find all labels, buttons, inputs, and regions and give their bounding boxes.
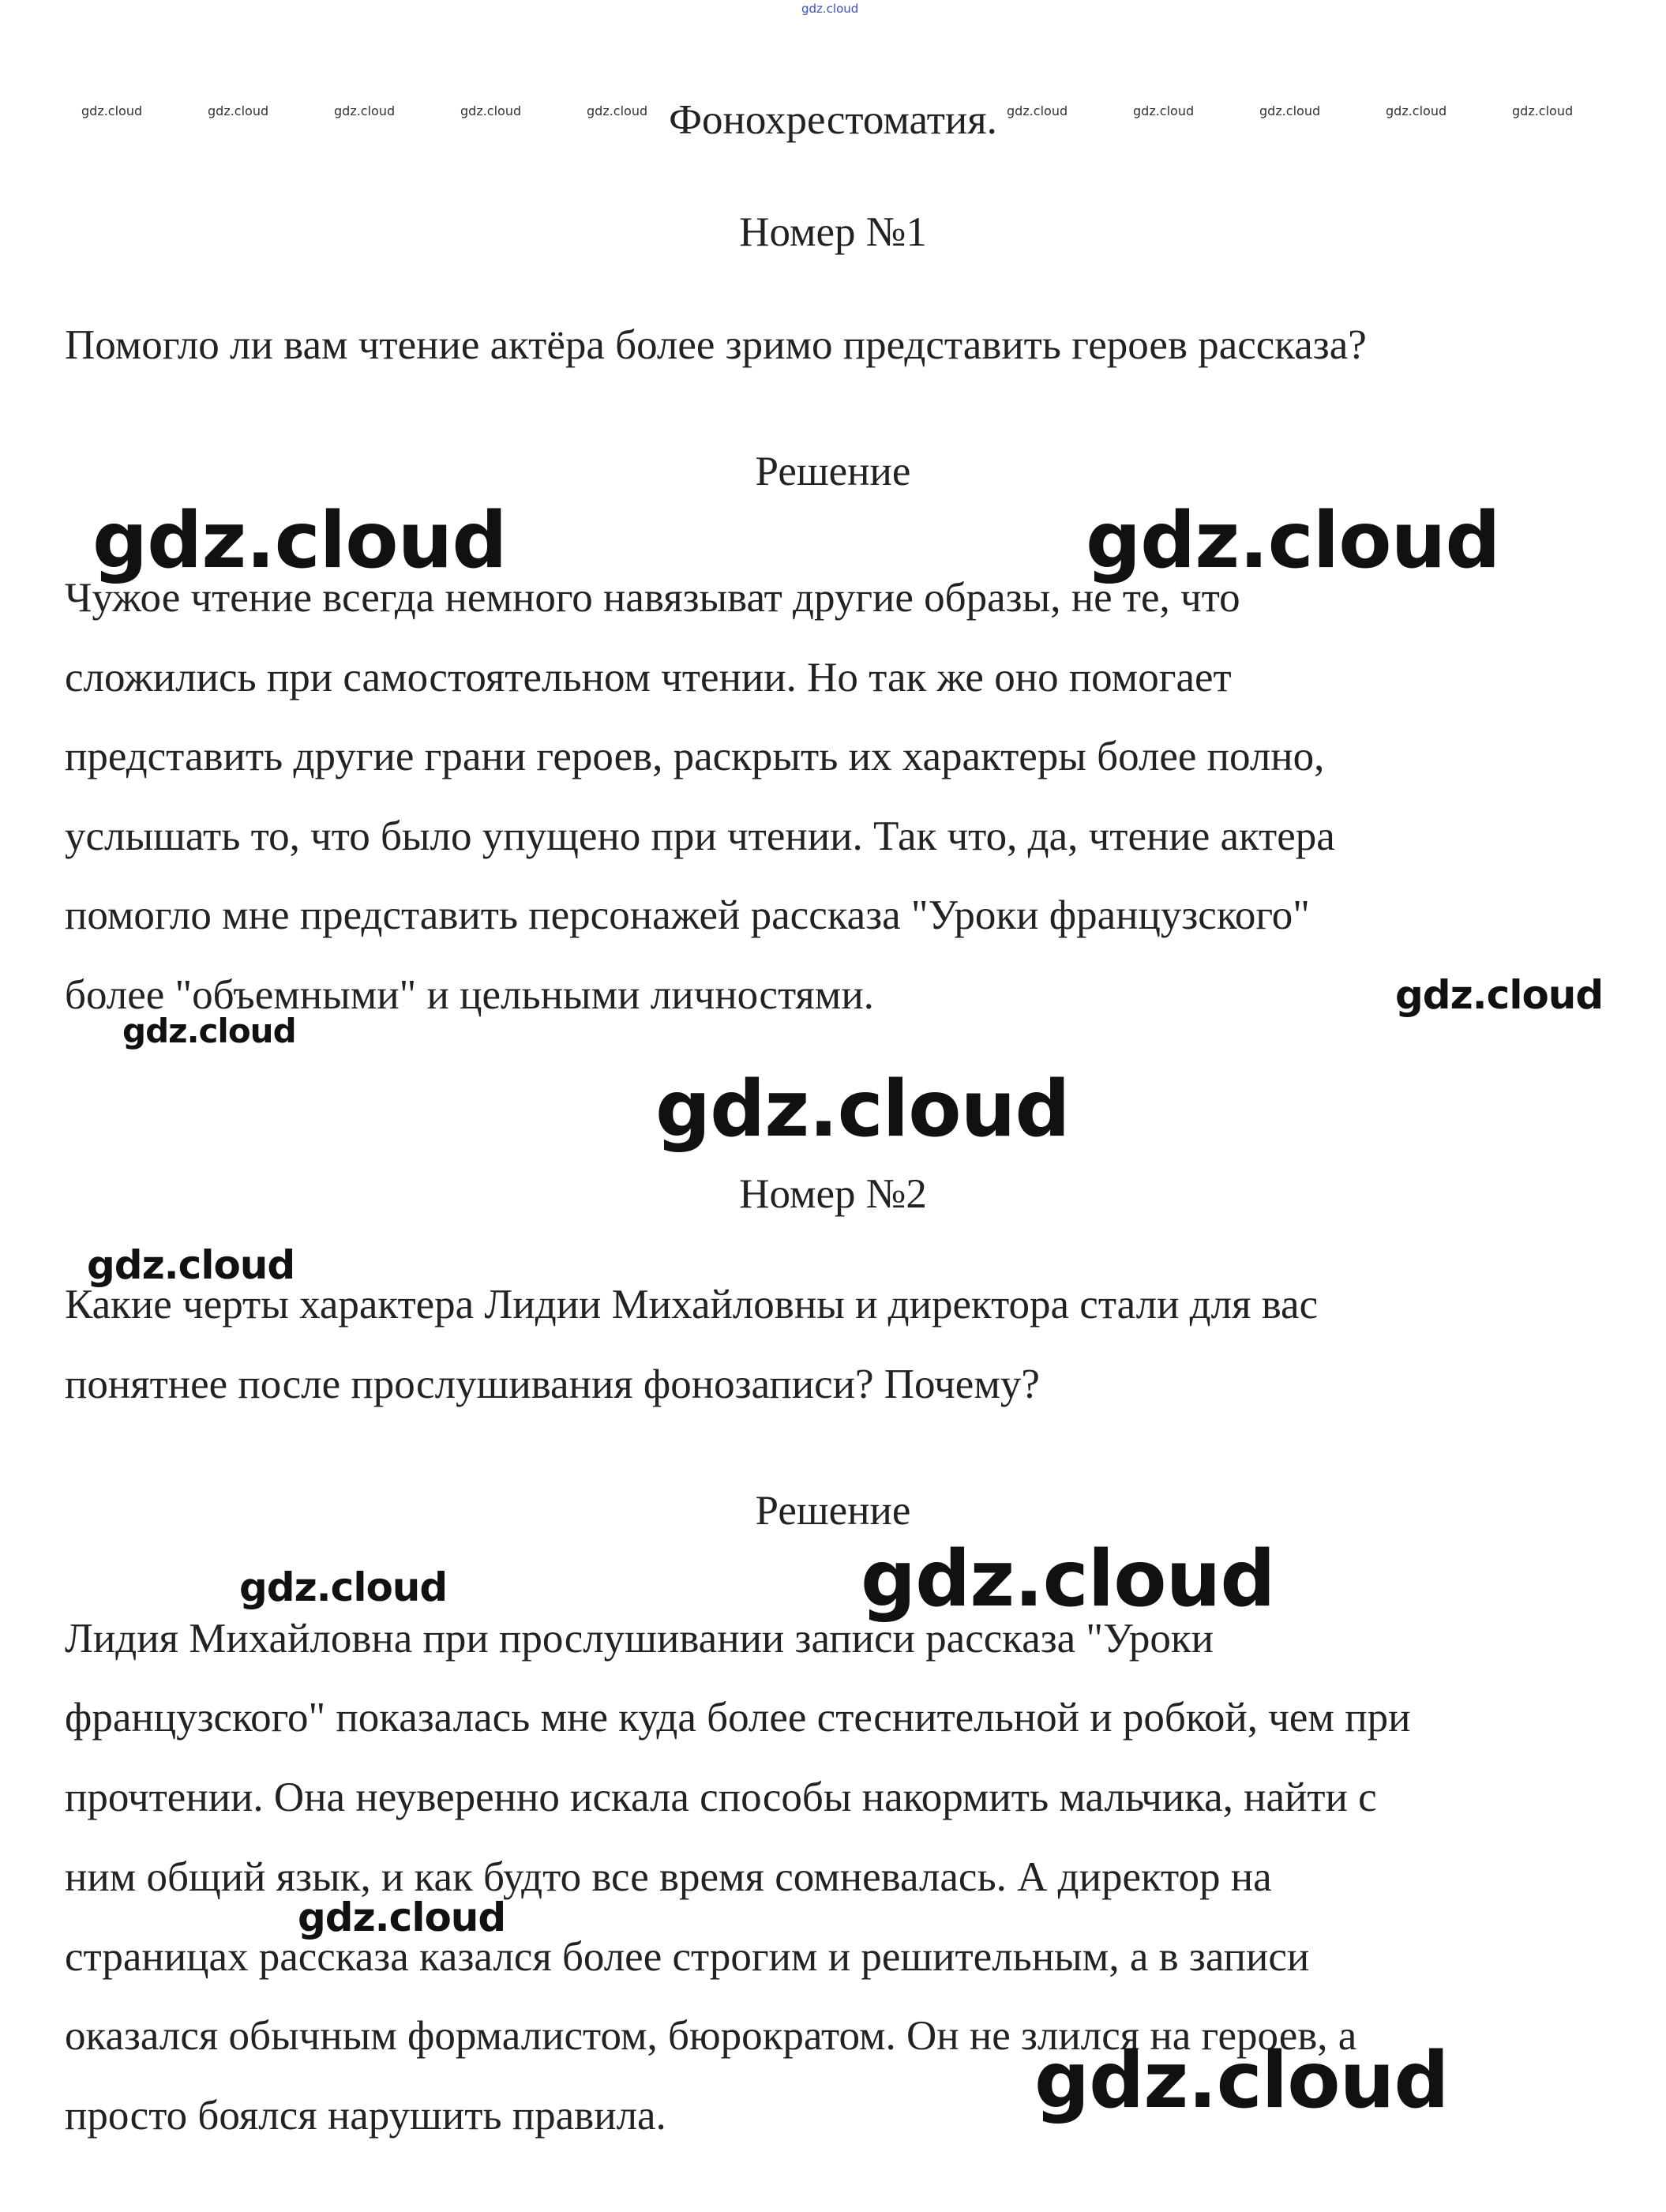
watermark-small: gdz.cloud xyxy=(1386,103,1447,118)
watermark-medium: gdz.cloud xyxy=(239,1564,448,1610)
page-title: Фонохрестоматия. xyxy=(669,97,997,143)
answer-line: страницах рассказа казался более строгим и решительным, а в записи xyxy=(65,1934,1310,1980)
solution-label: Решение xyxy=(755,1488,911,1534)
answer-line: помогло мне представить персонажей рассказа "Уроки французского" xyxy=(65,892,1310,938)
watermark-small: gdz.cloud xyxy=(1007,103,1068,118)
section-number: Номер №1 xyxy=(739,209,927,255)
watermark-small: gdz.cloud xyxy=(1259,103,1321,118)
answer-line: услышать то, что было упущено при чтении. Так что, да, чтение актера xyxy=(65,813,1335,859)
watermark-small: gdz.cloud xyxy=(81,103,143,118)
answer-line: сложились при самостоятельном чтении. Но так же оно помогает xyxy=(65,655,1232,700)
answer-line: прочтении. Она неуверенно искала способы накормить мальчика, найти с xyxy=(65,1774,1377,1820)
answer-line: представить другие грани героев, раскрыть их характеры более полно, xyxy=(65,734,1325,779)
watermark-small: gdz.cloud xyxy=(1133,103,1195,118)
watermark-medium: gdz.cloud xyxy=(87,1242,295,1288)
watermark-large: gdz.cloud xyxy=(1034,2036,1449,2126)
watermark-small: gdz.cloud xyxy=(460,103,522,118)
watermark-large: gdz.cloud xyxy=(861,1534,1275,1624)
watermark-medium: gdz.cloud xyxy=(298,1895,506,1940)
watermark-large: gdz.cloud xyxy=(92,496,507,586)
watermark-large: gdz.cloud xyxy=(655,1065,1070,1155)
watermark-large: gdz.cloud xyxy=(1086,496,1500,586)
watermark-small: gdz.cloud xyxy=(587,103,648,118)
answer-line: Лидия Михайловна при прослушивании записи рассказа "Уроки xyxy=(65,1616,1214,1662)
solution-label: Решение xyxy=(755,449,911,494)
section-number: Номер №2 xyxy=(739,1171,927,1217)
answer-line: более "объемными" и цельными личностями. xyxy=(65,972,874,1018)
watermark-small: gdz.cloud xyxy=(1512,103,1574,118)
watermark-small: gdz.cloud xyxy=(208,103,269,118)
answer-line: просто боялся нарушить правила. xyxy=(65,2093,666,2139)
watermark-top: gdz.cloud xyxy=(801,2,859,16)
question-line: понятнее после прослушивания фонозаписи? Почему? xyxy=(65,1361,1040,1407)
question-text: Помогло ли вам чтение актёра более зримо представить героев рассказа? xyxy=(65,322,1367,368)
answer-line: Чужое чтение всегда немного навязыват другие образы, не те, что xyxy=(65,575,1240,621)
watermark-medium: gdz.cloud xyxy=(122,1012,296,1050)
watermark-medium: gdz.cloud xyxy=(1395,972,1604,1018)
answer-line: оказался обычным формалистом, бюрократом. Он не злился на героев, а xyxy=(65,2013,1357,2059)
answer-line: французского" показалась мне куда более стеснительной и робкой, чем при xyxy=(65,1695,1411,1741)
answer-line: ним общий язык, и как будто все время сомневалась. А директор на xyxy=(65,1854,1272,1900)
question-line: Какие черты характера Лидии Михайловны и директора стали для вас xyxy=(65,1282,1319,1328)
watermark-small: gdz.cloud xyxy=(334,103,396,118)
